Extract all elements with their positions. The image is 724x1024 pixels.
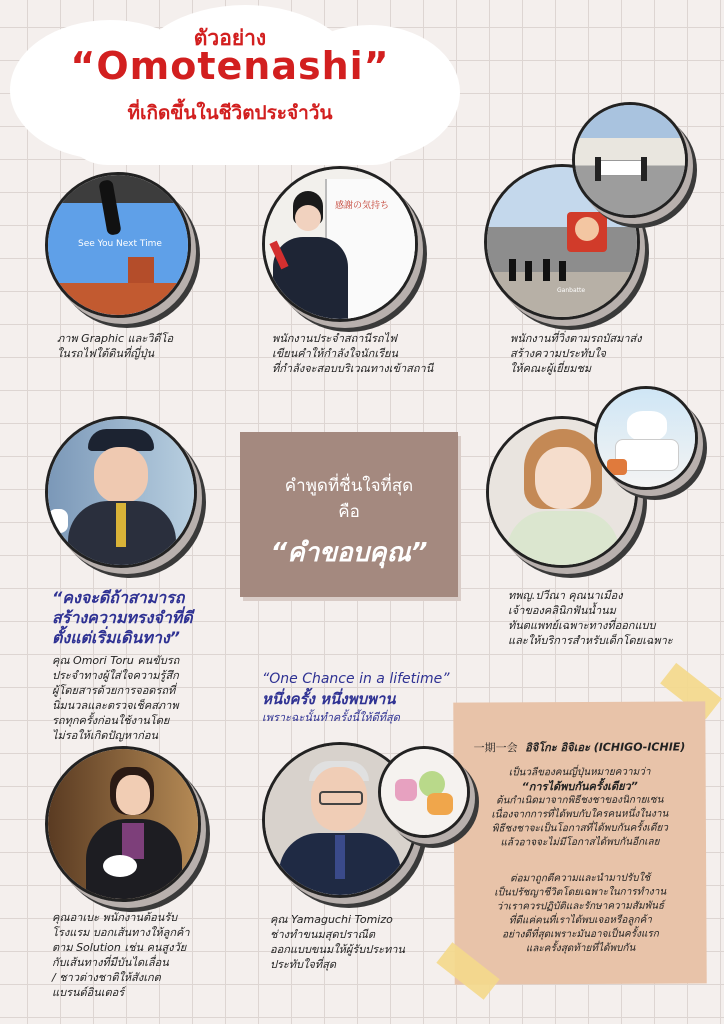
caption-line: ที่กำลังจะสอบบริเวณทางเข้าสถานี [272,362,434,375]
photo-dental-clinic [594,386,698,490]
note-title [463,737,695,756]
caption-line: พนักงานที่วิ่งตามรถบัสมาส่ง [510,332,642,345]
note-title-th: อิจิโกะ อิจิเอะ (ICHIGO-ICHIE) [525,740,686,755]
note-line: และครั้งสุดท้ายที่ได้พบกัน [525,942,636,955]
note-line: แล้วอาจจะไม่มีโอกาสได้พบกันอีกเลย [500,836,660,849]
title-subtitle: ที่เกิดขึ้นในชีวิตประจำวัน [127,102,333,124]
caption-line: ไม่รอให้เกิดปัญหาก่อน [52,729,159,742]
note-line: ต่อมาถูกตีความและนำมาปรับใช้ [510,872,651,885]
caption-line: ตาม Solution เช่น คนสูงวัย [52,941,187,954]
caption-line: นิ่มนวลและตรวจเช็คสภาพ [52,699,179,712]
photo-train-screen [45,172,191,318]
note-para-1 [464,765,696,850]
note-para-2 [464,871,696,956]
caption-line: ภาพ Graphic และวิดีโอ [57,332,174,345]
train-screen-text: See You Next Time [78,239,162,249]
card-line-3: “คำขอบคุณ” [270,538,428,568]
caption-line: ทพญ.ปวีณา คุณนาเมือง [508,589,623,602]
caption-line: และให้บริการสำหรับเด็กโดยเฉพาะ [508,634,673,647]
note-line: เป็นปรัชญาชีวิตโดยเฉพาะในการทำงาน [494,886,667,899]
caption-bus-staff [510,331,642,376]
note-line: อย่างดีที่สุดเพราะมันอาจเป็นครั้งแรก [502,928,659,941]
one-chance-heading [262,670,450,726]
card-line-1: คำพูดที่ชื่นใจที่สุด [284,476,414,496]
photo-station-staff [262,166,418,322]
caption-line: ในรถไฟใต้ดินที่ญี่ปุ่น [57,347,155,360]
note-line: ที่ดีแค่คนที่เราได้พบเจอหรือลูกค้า [508,914,652,927]
caption-line: เขียนคำให้กำลังใจนักเรียน [272,347,398,360]
caption-train-graphic [57,331,173,361]
caption-line: ผู้โดยสารด้วยการจอดรถที่ [52,684,176,697]
quote-line: ตั้งแต่เริ่มเดินทาง” [52,628,180,647]
caption-station-staff [272,331,433,376]
caption-bus-driver [52,653,179,743]
caption-line: พนักงานประจำสถานีรถไฟ [272,332,397,345]
photo-bus-driver [45,416,197,568]
caption-line: คุณ Yamaguchi Tomizo [270,913,393,926]
driver-quote [52,588,193,648]
note-line: เป็นวลีของคนญี่ปุ่นหมายความว่า [508,766,651,779]
caption-line: ประจำทางผู้ใส่ใจความรู้สึก [52,669,179,682]
note-title-jp: 一期一会 [473,741,518,755]
note-line: ต้นกำเนิดมาจากพิธีชงชาของนิกายเซน [496,794,664,807]
ichigo-ichie-note [453,701,706,984]
photo-bus-banner [572,102,688,218]
note-line: “การได้พบกันครั้งเดียว” [521,779,638,794]
shuttle-sign-text: Ganbatte [557,287,586,294]
chance-english: “One Chance in a lifetime” [262,671,450,687]
caption-sweets-maker [270,912,405,972]
caption-line: คุณอาเบะ พนักงานต้อนรับ [52,911,178,924]
chance-subtitle: เพราะฉะนั้นทำครั้งนี้ให้ดีที่สุด [262,711,400,724]
station-board-text: 感謝の気持ち [335,201,390,211]
page-title: “Omotenashi” [70,44,390,88]
caption-line: กับเส้นทางที่มีบันไดเลื่อน [52,956,169,969]
caption-line: เจ้าของคลินิกฟันน้ำนม [508,604,616,617]
caption-dentist [508,588,673,648]
thank-you-card [240,432,458,597]
note-line: เนื่องจากการที่ได้พบกับใครคนหนึ่งในงาน [491,808,669,821]
caption-hotel-staff [52,910,190,1000]
caption-line: คุณ Omori Toru คนขับรถ [52,654,180,667]
photo-hotel-staff [45,746,201,902]
chance-thai: หนึ่งครั้ง หนึ่งพบพาน [262,690,396,708]
caption-line: แบรนด์อินเตอร์ [52,986,125,999]
quote-line: สร้างความทรงจำที่ดี [52,608,193,627]
caption-line: ให้คณะผู้เยี่ยมชม [510,362,592,375]
caption-line: ออกแบบขนมให้ผู้รับประทาน [270,943,405,956]
title-prefix: ตัวอย่าง [193,26,267,50]
caption-line: ทันตแพทย์เฉพาะทางที่ออกแบบ [508,619,656,632]
caption-line: รถทุกครั้งก่อนใช้งานโดย [52,714,170,727]
note-line: ว่าเราควรปฏิบัติและรักษาความสัมพันธ์ [496,900,665,913]
caption-line: สร้างความประทับใจ [510,347,606,360]
photo-wagashi [378,746,470,838]
card-line-2: คือ [338,502,360,522]
caption-line: โรงแรม บอกเส้นทางให้ลูกค้า [52,926,190,939]
quote-line: “คงจะดีถ้าสามารถ [52,588,185,607]
caption-line: / ชาวต่างชาติให้สังเกต [52,971,161,984]
note-line: พิธีชงชาจะเป็นโอกาสที่ได้พบกันครั้งเดียว [491,822,668,835]
caption-line: ช่างทำขนมสุดปราณีต [270,928,376,941]
caption-line: ประทับใจที่สุด [270,958,336,971]
